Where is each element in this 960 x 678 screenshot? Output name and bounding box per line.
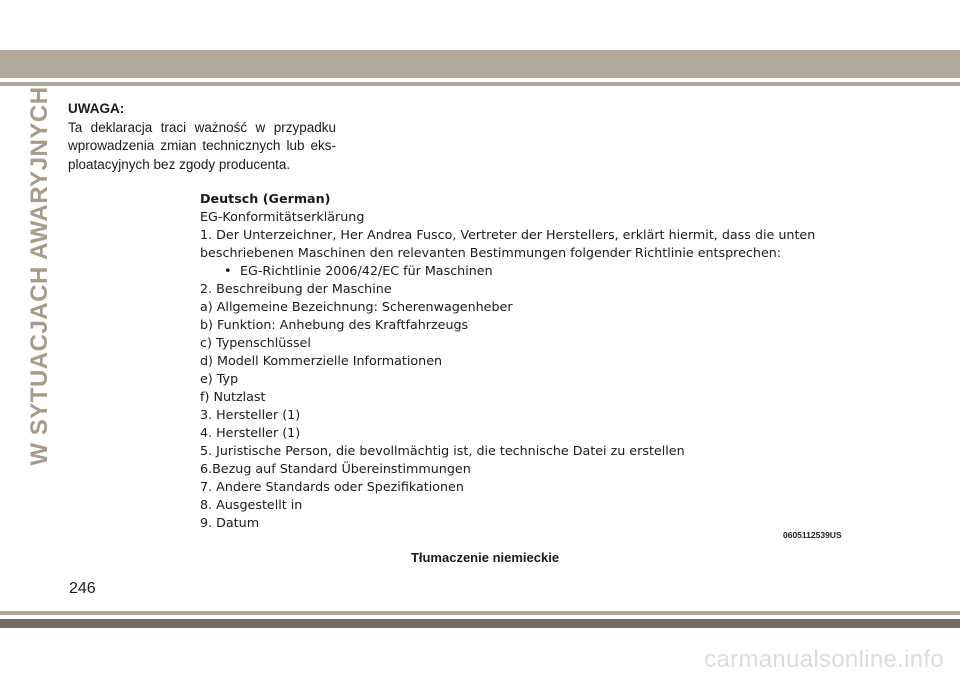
declaration-line: 3. Hersteller (1) <box>200 407 301 422</box>
declaration-bullet-line <box>200 262 860 280</box>
page-number: 246 <box>69 580 96 597</box>
declaration-line: 7. Andere Standards oder Spezifikationen <box>200 479 464 494</box>
section-title-text: W SYTUACJACH AWARYJNYCH <box>26 86 53 466</box>
declaration-heading: Deutsch (German) <box>200 191 331 206</box>
declaration-line: c) Typenschlüssel <box>200 335 311 350</box>
declaration-line: 8. Ausgestellt in <box>200 497 303 512</box>
section-title <box>20 86 60 466</box>
declaration-line: 6.Bezug auf Standard Übereinstimmungen <box>200 461 471 476</box>
note-title: UWAGA: <box>68 101 125 116</box>
header-rule <box>0 82 960 86</box>
declaration-line: a) Allgemeine Bezeichnung: Scherenwagenheber <box>200 299 513 314</box>
declaration-line: e) Typ <box>200 371 239 386</box>
figure-caption: Tłumaczenie niemieckie <box>410 550 560 565</box>
note-body: Ta deklaracja traci ważność w przypadku wprowadzenia zmian technicznych lub eks-ploatacyjnych bez zgody producenta. <box>68 119 336 172</box>
declaration-line: EG-Konformitätserklärung <box>200 209 365 224</box>
declaration-bullet-text: EG-Richtlinie 2006/42/EC für Maschinen <box>240 263 493 278</box>
declaration-line: beschriebenen Maschinen den relevanten Bestimmungen folgender Richtlinie entsprechen: <box>200 245 782 260</box>
note-block <box>68 100 336 174</box>
declaration-line: b) Funktion: Anhebung des Kraftfahrzeugs <box>200 317 469 332</box>
header-band <box>0 50 960 78</box>
figure-code: 0605112539US <box>783 530 842 540</box>
declaration-line: 1. Der Unterzeichner, Her Andrea Fusco, Vertreter der Herstellers, erklärt hiermit, dass die unten <box>200 227 816 242</box>
footer-band <box>0 619 960 628</box>
bullet-icon: • <box>224 263 232 278</box>
declaration-line: 5. Juristische Person, die bevollmächtig ist, die technische Datei zu erstellen <box>200 443 685 458</box>
footer-rule <box>0 611 960 615</box>
declaration-line: 2. Beschreibung der Maschine <box>200 281 392 296</box>
declaration-line: f) Nutzlast <box>200 389 266 404</box>
declaration-figure <box>200 190 860 532</box>
declaration-line: 4. Hersteller (1) <box>200 425 301 440</box>
declaration-line: 9. Datum <box>200 515 260 530</box>
declaration-line: d) Modell Kommerzielle Informationen <box>200 353 443 368</box>
watermark: carmanualsonline.info <box>704 646 944 673</box>
